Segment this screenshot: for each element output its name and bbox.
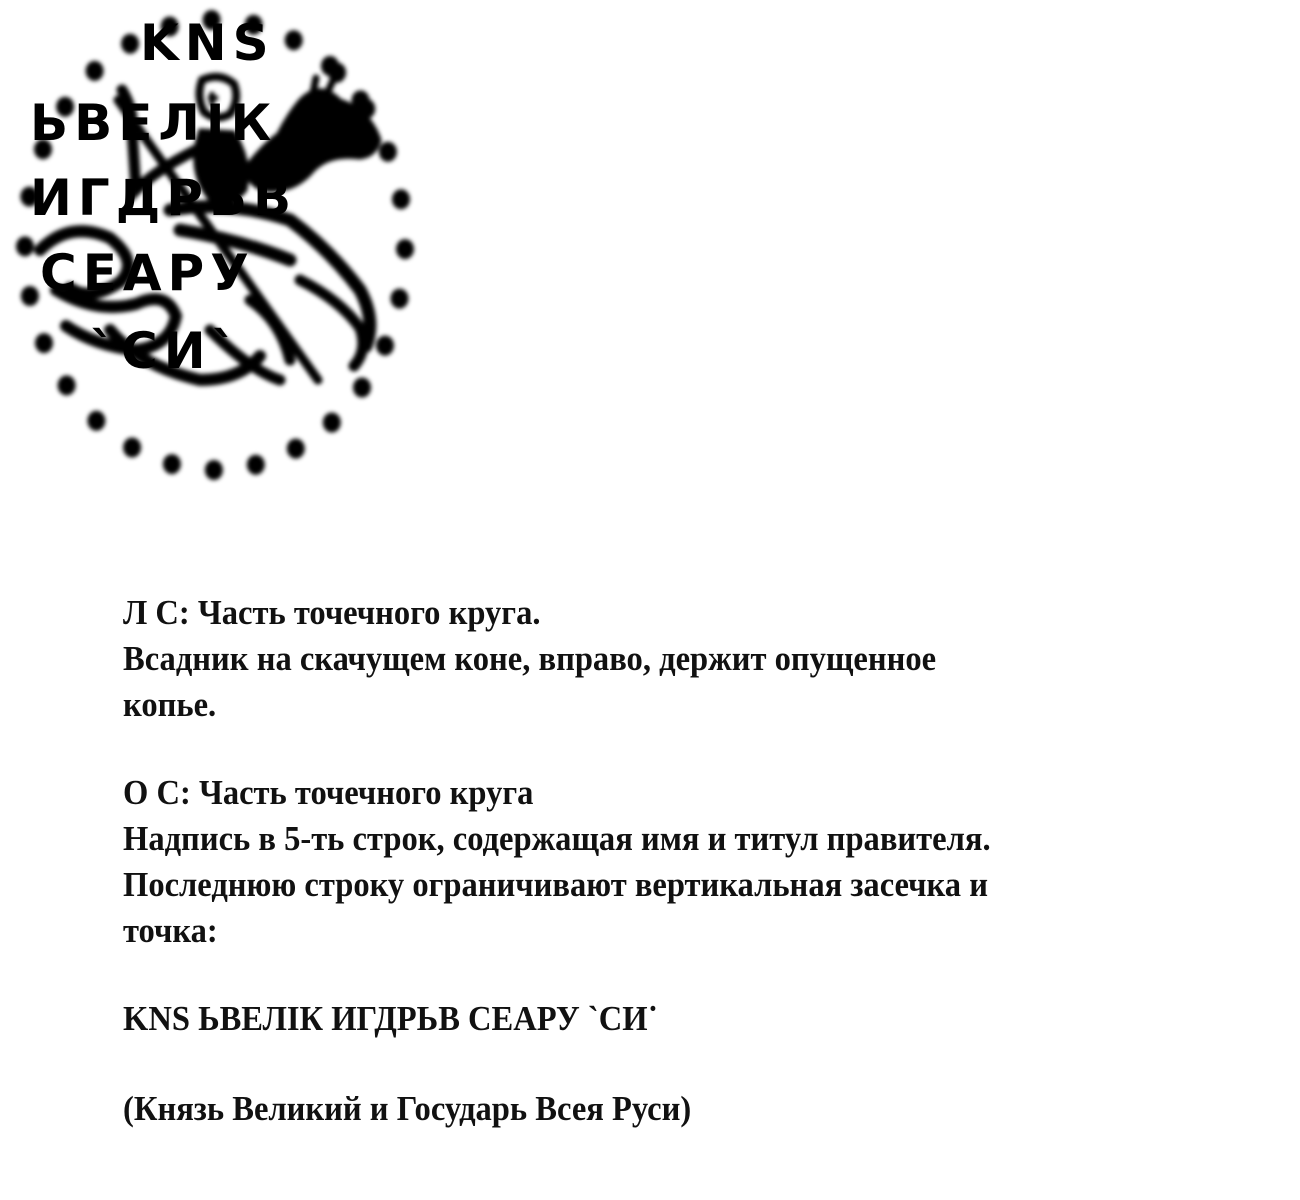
legend-line-5: `СИ` (90, 322, 243, 380)
obverse-text-line-2: копье. (123, 685, 217, 724)
inscription-transcription: KNS ЬВЕЛІК ИГДРЬВ СЕАРУ `СИ˙ (123, 999, 659, 1038)
border-dot (287, 439, 305, 459)
border-dot (87, 411, 105, 431)
reverse-text-line-2: Последнюю строку ограничивают вертикальная засечка и (123, 865, 988, 904)
border-dot (123, 438, 141, 458)
obverse-title: Л С: Часть точечного круга. (123, 593, 541, 632)
coin-description (123, 590, 1263, 1132)
legend-line-4: СЕАРУ (40, 244, 255, 302)
legend-line-1: KNS (140, 14, 275, 72)
reverse-text-line-3: точка: (123, 911, 218, 950)
coin-inscription-icon (0, 0, 410, 400)
border-dot (323, 413, 341, 433)
border-dot (247, 455, 265, 475)
reverse-coin-image (0, 0, 410, 405)
legend-line-3: ИГДРЬВ (30, 169, 298, 227)
obverse-text-line-1: Всадник на скачущем коне, вправо, держит опущенное (123, 639, 937, 678)
border-dot (163, 454, 181, 474)
border-dot (205, 460, 223, 480)
reverse-text-line-1: Надпись в 5-ть строк, содержащая имя и титул правителя. (123, 819, 991, 858)
legend-line-2: ЬВЕЛІК (30, 94, 278, 152)
inscription-translation: (Князь Великий и Государь Всея Руси) (123, 1089, 692, 1128)
reverse-title: О С: Часть точечного круга (123, 773, 534, 812)
